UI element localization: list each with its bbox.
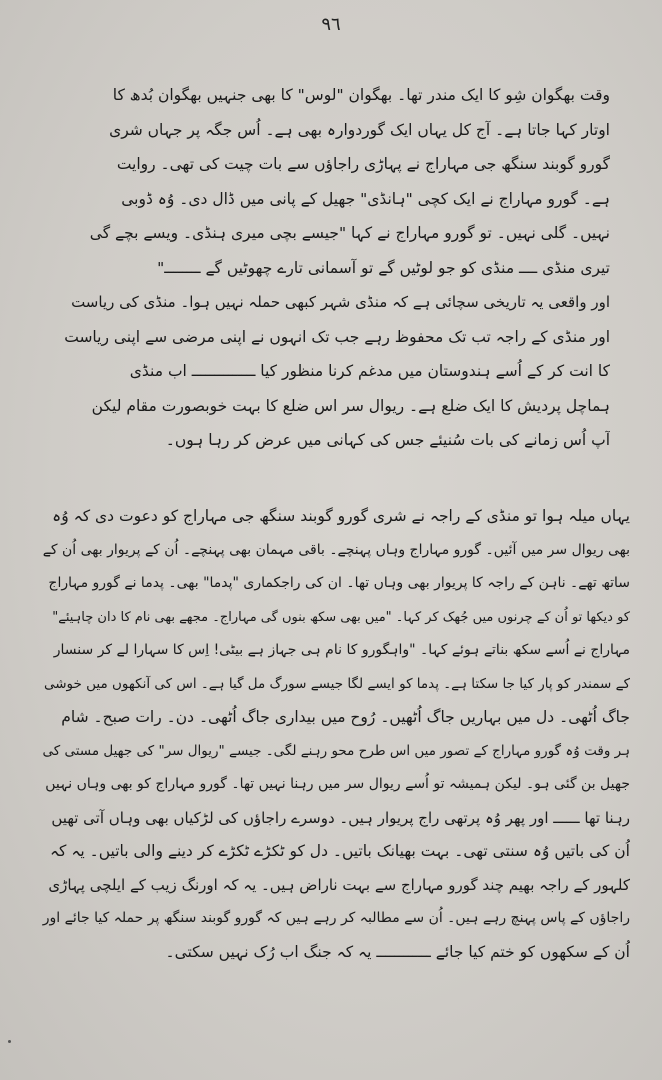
text-line: ہے۔ گورو مہاراج نے ایک کچی "ہانڈی" جھیل کے پانی میں ڈال دی۔ وُہ ڈوبی <box>121 189 610 208</box>
text-line: گورو گوبند سنگھ جی مہاراج نے پہاڑی راجاؤں سے بات چیت کی تھی۔ روایت <box>116 155 610 173</box>
text-line: کے سمندر کو پار کیا جا سکتا ہے۔ پدما کو ایسے لگا جیسے سورگ مل گیا ہے۔ اس کی آنکھوں میں خوشی <box>43 675 630 692</box>
text-line: تیری منڈی ــــ منڈی کو جو لوٹیں گے تو آسمانی تارے چھوٹیں گے ــــــــ" <box>157 258 610 277</box>
page-number: ٩٦ <box>321 14 341 35</box>
text-line: اُن کی باتیں وُہ سنتی تھی۔ بہت بھیانک باتیں۔ دل کو ٹکڑے ٹکڑے کر دینے والی باتیں۔ یہ کہ <box>49 842 630 860</box>
text-line: جھیل بن گئی ہو۔ لیکن ہمیشہ تو اُسے ریوال سر میں رہنا نہیں تھا۔ گورو مہاراج کو بھی وہاں نہیں <box>45 776 630 792</box>
paragraph-1 <box>60 78 610 458</box>
text-line: یہاں میلہ ہوا تو منڈی کے راجہ نے شری گورو گوبند سنگھ جی مہاراج کو دعوت دی کہ وُہ <box>52 507 630 525</box>
text-line: کا انت کر کے اُسے ہندوستان میں مدغم کرنا منظور کیا ــــــــــــــ اب منڈی <box>129 362 610 380</box>
text-line: کو دیکھا تو اُن کے چرنوں میں جُھک کر کہا۔ "میں بھی سکھ بنوں گی مہاراج۔ مجھے بھی نام کا دان چاہیئے" <box>52 609 630 625</box>
text-line: راجاؤں کے پاس پہنچ رہے ہیں۔ اُن سے مطالبہ کر رہے ہیں کہ گورو گوبند سنگھ پر حملہ کیا جائے اور <box>42 910 630 926</box>
text-line: اُن کے سکھوں کو ختم کیا جائے ــــــــــــ یہ کہ جنگ اب رُک نہیں سکتی۔ <box>165 942 630 961</box>
text-line: بھی ریوال سر میں آئیں۔ گورو مہاراج وہاں پہنچے۔ باقی مہمان بھی پہنچے۔ اُن کے پریوار بھی اُن کے <box>42 541 630 558</box>
text-line: ہماچل پردیش کا ایک ضلع ہے۔ ریوال سر اس ضلع کا بہت خوبصورت مقام لیکن <box>91 396 610 415</box>
text-line: ساتھ تھے۔ ناہن کے راجہ کا پریوار بھی وہاں تھا۔ ان کی راجکماری "پدما" بھی۔ پدما نے گورو مہاراج <box>48 575 630 591</box>
text-line: کلہور کے راجہ بھیم چند گورو مہاراج سے بہت ناراض ہیں۔ یہ کہ اورنگ زیب کے ایلچی پہاڑی <box>48 875 630 894</box>
text-line: جاگ اُٹھی۔ دل میں بہاریں جاگ اُٹھیں۔ رُوح میں بیداری جاگ اُٹھی۔ دن۔ رات صبح۔ شام <box>61 708 630 726</box>
text-line: نہیں۔ گلی نہیں۔ تو گورو مہاراج نے کہا "جیسے بچی میری ہنڈی۔ ویسے بچے گی <box>89 224 610 242</box>
text-line: ہر وقت وُہ گورو مہاراج کے تصور میں اس طرح محو رہنے لگی۔ جیسے "ریوال سر" کی جھیل مستی کی <box>42 742 630 759</box>
text-line: اور منڈی کے راجہ تب تک محفوظ رہے جب تک انہوں نے اپنی مرضی سے اپنی ریاست <box>64 327 610 346</box>
text-line: مہاراج نے اُسے سکھ بناتے ہوئے کہا۔ "واہگورو کا نام ہی جہاز ہے بیٹی! اِس کا سہارا لے کر سنسار <box>53 642 630 658</box>
text-line: اوتار کہا جاتا ہے۔ آج کل یہاں ایک گوردوارہ بھی ہے۔ اُس جگہ پر جہاں شری <box>109 120 610 139</box>
ink-spot <box>8 1040 11 1043</box>
text-line: اور واقعی یہ تاریخی سچائی ہے کہ منڈی شہر کبھی حملہ نہیں ہوا۔ منڈی کی ریاست <box>71 293 610 311</box>
text-line: وقت بھگوان شِو کا ایک مندر تھا۔ بھگوان "لوس" کا بھی جنہیں بھگوان بُدھ کا <box>112 86 610 104</box>
text-line: رہنا تھا ــــــ اور پھر وُہ پرتھی راج پریوار ہیں۔ دوسرے راجاؤں کی لڑکیاں بھی وہاں آتی تھیں <box>51 808 630 827</box>
paragraph-2 <box>36 500 630 969</box>
text-line: آپ اُس زمانے کی بات سُنیئے جس کی کہانی میں عرض کر رہا ہوں۔ <box>165 431 610 449</box>
